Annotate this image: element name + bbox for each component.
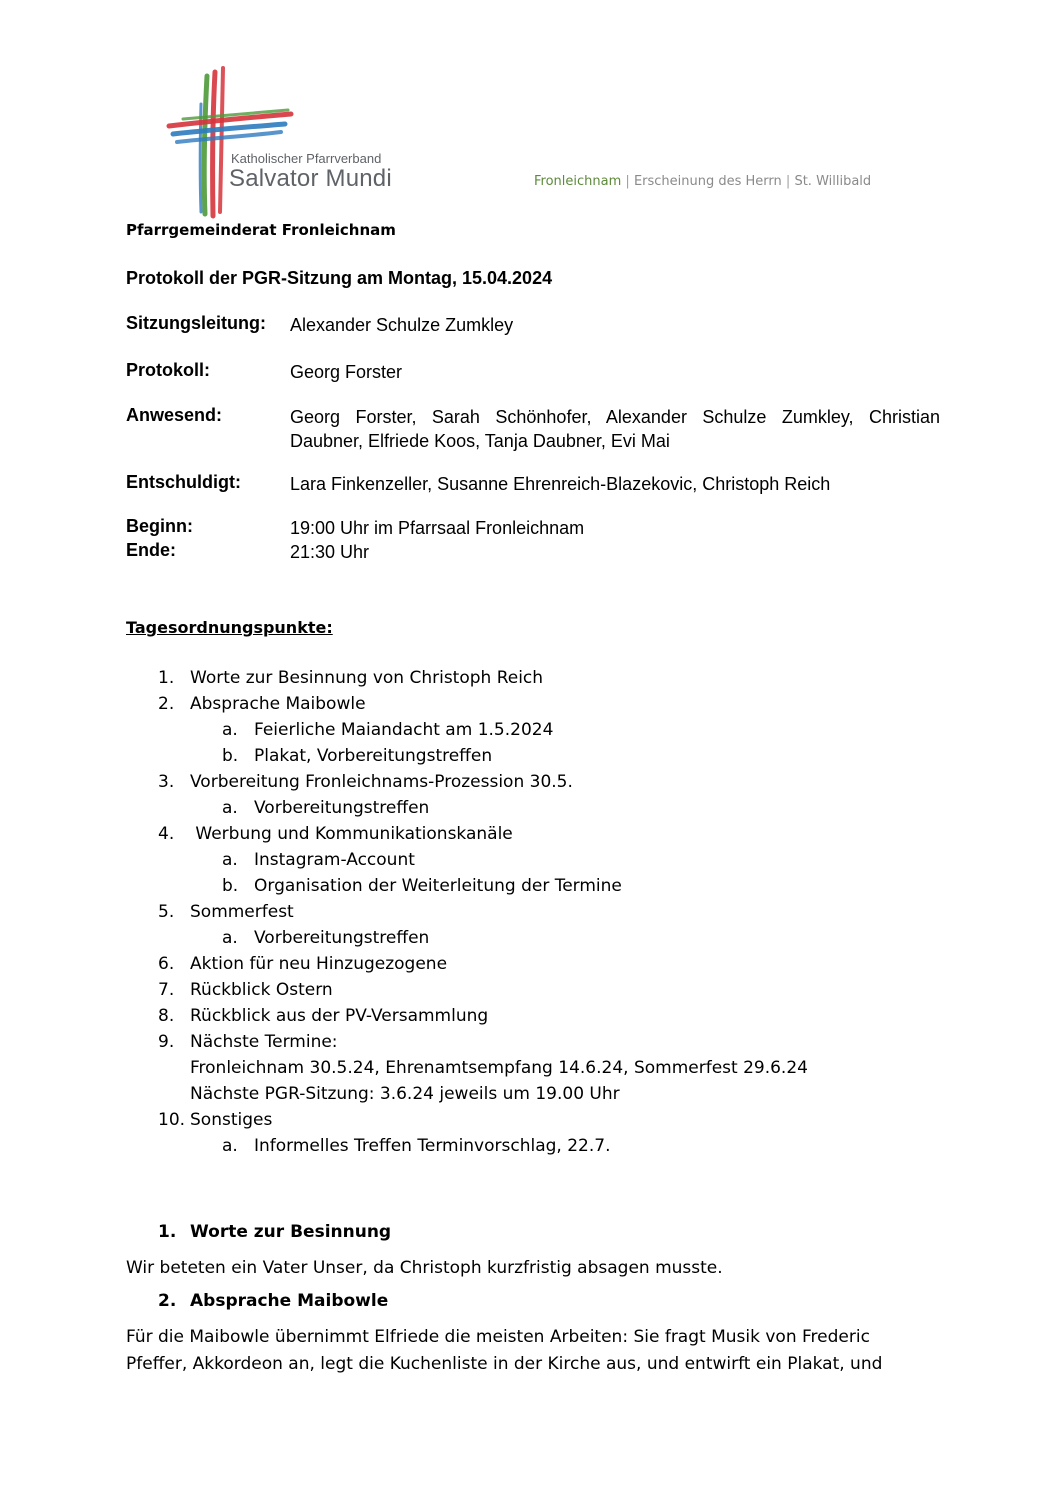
cross-logo-icon <box>163 64 303 220</box>
agenda-subnumber: a. <box>222 1136 238 1156</box>
section-number: 1. <box>158 1222 177 1242</box>
separator: | <box>625 174 630 189</box>
agenda-number: 10. <box>158 1110 186 1130</box>
section-text: Wir beteten ein Vater Unser, da Christoph kurzfristig absagen musste. <box>126 1258 723 1278</box>
section-number: 2. <box>158 1291 177 1311</box>
agenda-text: Vorbereitung Fronleichnams-Prozession 30.5. <box>190 772 573 792</box>
section-title: Absprache Maibowle <box>190 1291 389 1311</box>
attendees-line: Georg Forster, Sarah Schönhofer, Alexander Schulze Zumkley, Christian <box>290 407 940 427</box>
agenda-subtext: Informelles Treffen Terminvorschlag, 22.7. <box>254 1136 611 1156</box>
agenda-subitem <box>126 873 946 899</box>
agenda-number: 3. <box>158 772 175 792</box>
agenda-subnumber: b. <box>222 746 239 766</box>
meta-value-anwesend <box>290 405 940 453</box>
agenda-text: Aktion für neu Hinzugezogene <box>190 954 448 974</box>
attendees-line: Daubner, Elfriede Koos, Tanja Daubner, Evi Mai <box>290 431 670 451</box>
agenda-text: Werbung und Kommunikationskanäle <box>190 824 513 844</box>
logo-subtitle: Katholischer Pfarrverband <box>231 151 382 166</box>
agenda-item <box>126 1003 946 1029</box>
agenda-subtext: Plakat, Vorbereitungstreffen <box>254 746 493 766</box>
meta-label-leitung: Sitzungsleitung: <box>126 313 266 333</box>
agenda-item <box>126 665 946 691</box>
meta-value-entschuldigt: Lara Finkenzeller, Susanne Ehrenreich-Blazekovic, Christoph Reich <box>290 474 831 494</box>
agenda-text: Rückblick Ostern <box>190 980 333 1000</box>
agenda-number: 1. <box>158 668 175 688</box>
section-heading <box>158 1222 391 1242</box>
agenda-subnumber: a. <box>222 720 238 740</box>
agenda-subnumber: b. <box>222 876 239 896</box>
meta-label-anwesend: Anwesend: <box>126 405 223 425</box>
agenda-subtext: Vorbereitungstreffen <box>254 798 430 818</box>
agenda-number: 9. <box>158 1032 175 1052</box>
agenda-item <box>126 899 946 925</box>
agenda-item <box>126 1055 946 1081</box>
agenda-item <box>126 1107 946 1133</box>
agenda-number: 6. <box>158 954 175 974</box>
agenda-text: Nächste PGR-Sitzung: 3.6.24 jeweils um 19.00 Uhr <box>190 1084 620 1104</box>
agenda-text: Fronleichnam 30.5.24, Ehrenamtsempfang 14.6.24, Sommerfest 29.6.24 <box>190 1058 808 1078</box>
agenda-subitem <box>126 795 946 821</box>
meta-label-entschuldigt: Entschuldigt: <box>126 472 241 492</box>
agenda-subtext: Instagram-Account <box>254 850 415 870</box>
separator: | <box>785 174 791 189</box>
agenda-subnumber: a. <box>222 798 238 818</box>
agenda-text: Nächste Termine: <box>190 1032 338 1052</box>
agenda-text: Rückblick aus der PV-Versammlung <box>190 1006 489 1026</box>
meta-label-ende: Ende: <box>126 540 177 560</box>
agenda-number: 5. <box>158 902 175 922</box>
agenda-text: Sonstiges <box>190 1110 273 1130</box>
agenda-item <box>126 821 946 847</box>
agenda-subtext: Organisation der Weiterleitung der Termine <box>254 876 622 896</box>
agenda-number: 2. <box>158 694 175 714</box>
agenda-text: Worte zur Besinnung von Christoph Reich <box>190 668 544 688</box>
agenda-text: Sommerfest <box>190 902 294 922</box>
parish-name: Fronleichnam <box>534 174 622 189</box>
agenda-item <box>126 1081 946 1107</box>
parish-logo <box>163 64 403 220</box>
meta-value-beginn: 19:00 Uhr im Pfarrsaal Fronleichnam <box>290 518 585 538</box>
agenda-subitem <box>126 743 946 769</box>
agenda-subitem <box>126 1133 946 1159</box>
meta-value-ende: 21:30 Uhr <box>290 542 370 562</box>
parish-name: St. Willibald <box>794 174 872 189</box>
agenda-number: 8. <box>158 1006 175 1026</box>
meta-label-protokoll: Protokoll: <box>126 360 210 380</box>
agenda-subtext: Feierliche Maiandacht am 1.5.2024 <box>254 720 554 740</box>
meta-label-beginn: Beginn: <box>126 516 193 536</box>
section-heading <box>158 1291 388 1311</box>
meta-value-leitung: Alexander Schulze Zumkley <box>290 315 514 335</box>
agenda-item <box>126 951 946 977</box>
agenda-item <box>126 769 946 795</box>
agenda-number: 7. <box>158 980 175 1000</box>
agenda-number: 4. <box>158 824 175 844</box>
section-text: Für die Maibowle übernimmt Elfriede die meisten Arbeiten: Sie fragt Musik von Frederic Pfeffer, Akkordeon an, legt die Kuchenliste in der Kirche aus, und entwirft ein Plakat, und <box>126 1327 883 1374</box>
agenda-subnumber: a. <box>222 928 238 948</box>
logo-title: Salvator Mundi <box>229 165 392 192</box>
agenda-item <box>126 691 946 717</box>
agenda-subitem <box>126 925 946 951</box>
agenda-heading: Tagesordnungspunkte: <box>126 618 333 637</box>
page-title: Protokoll der PGR-Sitzung am Montag, 15.04.2024 <box>126 268 553 288</box>
council-name: Pfarrgemeinderat Fronleichnam <box>126 221 396 239</box>
agenda-subitem <box>126 847 946 873</box>
agenda-text: Absprache Maibowle <box>190 694 366 714</box>
section-title: Worte zur Besinnung <box>190 1222 392 1242</box>
agenda-subnumber: a. <box>222 850 238 870</box>
agenda-item <box>126 1029 946 1055</box>
parish-name: Erscheinung des Herrn <box>633 174 782 189</box>
agenda-item <box>126 977 946 1003</box>
agenda-subitem <box>126 717 946 743</box>
agenda-list <box>126 665 946 1159</box>
parish-list <box>534 174 871 189</box>
agenda-subtext: Vorbereitungstreffen <box>254 928 430 948</box>
meta-value-protokoll: Georg Forster <box>290 362 403 382</box>
